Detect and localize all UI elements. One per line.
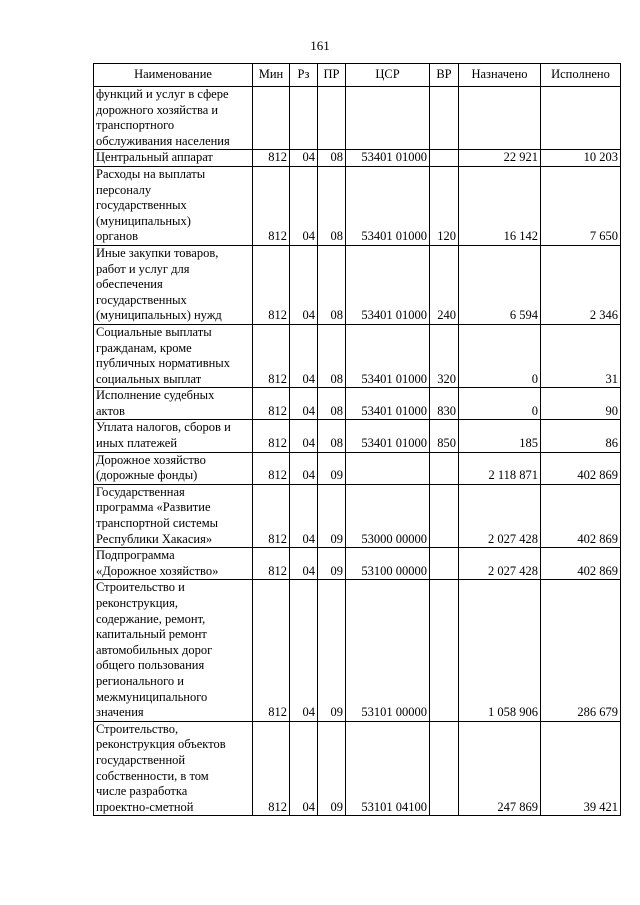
cell-assigned: 6 594: [459, 245, 541, 324]
cell-csr: 53401 01000: [346, 324, 430, 387]
cell-vr: [430, 548, 459, 580]
cell-csr: 53401 01000: [346, 420, 430, 452]
cell-executed: 90: [541, 388, 621, 420]
cell-executed: [541, 87, 621, 150]
cell-rz: 04: [290, 452, 318, 484]
cell-name: Подпрограмма «Дорожное хозяйство»: [94, 548, 253, 580]
cell-vr: [430, 87, 459, 150]
cell-executed: 402 869: [541, 484, 621, 547]
header-vr: ВР: [430, 64, 459, 87]
cell-min: 812: [253, 150, 290, 167]
cell-name: Государственная программа «Развитие транспортной системы Республики Хакасия»: [94, 484, 253, 547]
cell-assigned: [459, 87, 541, 150]
cell-rz: 04: [290, 324, 318, 387]
cell-pr: 09: [318, 452, 346, 484]
cell-vr: 850: [430, 420, 459, 452]
cell-min: 812: [253, 548, 290, 580]
cell-executed: 7 650: [541, 166, 621, 245]
cell-csr: 53100 00000: [346, 548, 430, 580]
cell-min: 812: [253, 721, 290, 816]
cell-csr: 53101 00000: [346, 580, 430, 721]
cell-csr: 53000 00000: [346, 484, 430, 547]
header-rz: Рз: [290, 64, 318, 87]
cell-vr: [430, 721, 459, 816]
table-row: [94, 548, 621, 580]
cell-rz: 04: [290, 484, 318, 547]
cell-min: 812: [253, 580, 290, 721]
cell-assigned: 0: [459, 324, 541, 387]
cell-pr: 09: [318, 484, 346, 547]
cell-name: Строительство и реконструкция, содержание, ремонт, капитальный ремонт автомобильных дорог общего пользования регионального и межмуниципального значения: [94, 580, 253, 721]
cell-assigned: 16 142: [459, 166, 541, 245]
table-row: [94, 452, 621, 484]
cell-pr: [318, 87, 346, 150]
table-row: [94, 245, 621, 324]
cell-pr: 08: [318, 166, 346, 245]
cell-assigned: 185: [459, 420, 541, 452]
cell-vr: [430, 150, 459, 167]
header-min: Мин: [253, 64, 290, 87]
table-row: [94, 324, 621, 387]
cell-assigned: 0: [459, 388, 541, 420]
cell-csr: [346, 87, 430, 150]
cell-pr: 08: [318, 388, 346, 420]
cell-name: Дорожное хозяйство (дорожные фонды): [94, 452, 253, 484]
cell-vr: [430, 580, 459, 721]
cell-vr: 120: [430, 166, 459, 245]
table-row: [94, 388, 621, 420]
cell-assigned: 22 921: [459, 150, 541, 167]
cell-min: 812: [253, 388, 290, 420]
cell-csr: 53101 04100: [346, 721, 430, 816]
cell-rz: 04: [290, 721, 318, 816]
table-row: [94, 150, 621, 167]
cell-vr: [430, 484, 459, 547]
cell-rz: 04: [290, 420, 318, 452]
cell-min: 812: [253, 245, 290, 324]
cell-pr: 09: [318, 548, 346, 580]
cell-name: Уплата налогов, сборов и иных платежей: [94, 420, 253, 452]
cell-name: Социальные выплаты гражданам, кроме публичных нормативных социальных выплат: [94, 324, 253, 387]
cell-vr: 320: [430, 324, 459, 387]
cell-pr: 08: [318, 150, 346, 167]
table-row: [94, 87, 621, 150]
cell-rz: 04: [290, 580, 318, 721]
cell-pr: 08: [318, 420, 346, 452]
header-pr: ПР: [318, 64, 346, 87]
cell-pr: 09: [318, 721, 346, 816]
table-row: [94, 721, 621, 816]
cell-rz: 04: [290, 166, 318, 245]
cell-name: Расходы на выплаты персоналу государственных (муниципальных) органов: [94, 166, 253, 245]
cell-rz: 04: [290, 548, 318, 580]
cell-pr: 09: [318, 580, 346, 721]
cell-csr: 53401 01000: [346, 150, 430, 167]
cell-executed: 39 421: [541, 721, 621, 816]
cell-vr: 830: [430, 388, 459, 420]
cell-name: функций и услуг в сфере дорожного хозяйства и транспортного обслуживания населения: [94, 87, 253, 150]
header-csr: ЦСР: [346, 64, 430, 87]
page-number: 161: [310, 38, 330, 53]
cell-executed: 10 203: [541, 150, 621, 167]
cell-csr: 53401 01000: [346, 245, 430, 324]
cell-min: 812: [253, 484, 290, 547]
cell-executed: 86: [541, 420, 621, 452]
cell-assigned: 1 058 906: [459, 580, 541, 721]
cell-assigned: 2 118 871: [459, 452, 541, 484]
cell-name: Центральный аппарат: [94, 150, 253, 167]
header-name: Наименование: [94, 64, 253, 87]
cell-min: 812: [253, 166, 290, 245]
cell-name: Строительство, реконструкция объектов государственной собственности, в том числе разработка проектно-сметной: [94, 721, 253, 816]
cell-vr: [430, 452, 459, 484]
table-body: [94, 87, 621, 816]
cell-vr: 240: [430, 245, 459, 324]
cell-executed: 2 346: [541, 245, 621, 324]
table-header-row: [94, 64, 621, 87]
cell-csr: [346, 452, 430, 484]
cell-assigned: 2 027 428: [459, 484, 541, 547]
cell-name: Иные закупки товаров, работ и услуг для обеспечения государственных (муниципальных) нужд: [94, 245, 253, 324]
cell-rz: 04: [290, 245, 318, 324]
cell-executed: 286 679: [541, 580, 621, 721]
budget-table: [93, 63, 621, 816]
cell-assigned: 247 869: [459, 721, 541, 816]
cell-rz: 04: [290, 388, 318, 420]
cell-min: 812: [253, 324, 290, 387]
cell-pr: 08: [318, 324, 346, 387]
cell-executed: 31: [541, 324, 621, 387]
cell-assigned: 2 027 428: [459, 548, 541, 580]
header-executed: Исполнено: [541, 64, 621, 87]
cell-rz: [290, 87, 318, 150]
header-assigned: Назначено: [459, 64, 541, 87]
table-row: [94, 580, 621, 721]
table-row: [94, 420, 621, 452]
cell-pr: 08: [318, 245, 346, 324]
cell-min: 812: [253, 452, 290, 484]
cell-csr: 53401 01000: [346, 388, 430, 420]
cell-name: Исполнение судебных актов: [94, 388, 253, 420]
cell-rz: 04: [290, 150, 318, 167]
cell-executed: 402 869: [541, 548, 621, 580]
table-row: [94, 166, 621, 245]
cell-min: 812: [253, 420, 290, 452]
table-row: [94, 484, 621, 547]
cell-min: [253, 87, 290, 150]
cell-executed: 402 869: [541, 452, 621, 484]
cell-csr: 53401 01000: [346, 166, 430, 245]
